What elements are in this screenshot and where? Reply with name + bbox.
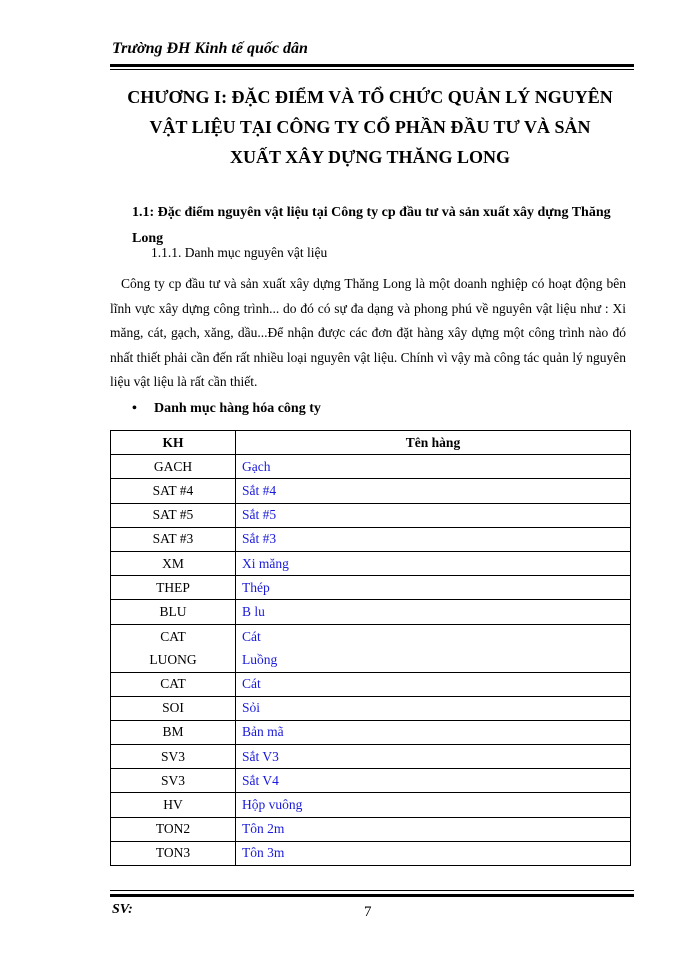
item-code: SV3 [111, 745, 236, 769]
item-code: BLU [111, 600, 236, 624]
header-school: Trường ĐH Kinh tế quốc dân [112, 40, 308, 57]
item-name: Sắt #5 [236, 503, 631, 527]
table-row [111, 503, 631, 527]
subsection-title: 1.1.1. Danh mục nguyên vật liệu [151, 245, 328, 260]
item-code [111, 624, 236, 672]
item-name: B lu [236, 600, 631, 624]
item-name: Sắt V3 [236, 745, 631, 769]
item-name: Bản mã [236, 720, 631, 744]
table-row [111, 841, 631, 865]
item-code: TON3 [111, 841, 236, 865]
item-name: Thép [236, 576, 631, 600]
item-name: Sỏi [236, 696, 631, 720]
table-row [111, 551, 631, 575]
item-code: BM [111, 720, 236, 744]
bullet-heading [132, 401, 321, 417]
chapter-title-line1: CHƯƠNG I: ĐẶC ĐIỂM VÀ TỔ CHỨC QUẢN LÝ NGUYÊN [127, 87, 613, 107]
item-code: SAT #5 [111, 503, 236, 527]
item-code-line1: CAT [160, 628, 186, 644]
header-rule-thick [110, 64, 634, 67]
table-row [111, 624, 631, 672]
table-header-row [111, 431, 631, 455]
table-row [111, 793, 631, 817]
chapter-title-line3: XUẤT XÂY DỰNG THĂNG LONG [229, 147, 511, 167]
item-code: SOI [111, 696, 236, 720]
chapter-title [100, 82, 640, 172]
table-row [111, 576, 631, 600]
footer-rule-thick [110, 894, 634, 897]
header-name: Tên hàng [236, 431, 631, 455]
section-title: 1.1: Đặc điểm nguyên vật liệu tại Công ty cp đầu tư và sản xuất xây dựng Thăng Long [132, 205, 611, 246]
item-code-line2: LUONG [149, 652, 197, 667]
body-paragraph: Công ty cp đầu tư và sản xuất xây dựng Thăng Long là một doanh nghiệp có hoạt động bên lĩnh vực xây dựng công trình... do đó có sự đa dạng và phong phú về nguyên vật liệu như : Xi măng, cát, gạch, xăng, dầu...Để nhận được các đơn đặt hàng xây dựng một công trình nào đó nhất thiết phải cần đến rất nhiều loại nguyên vật liệu. Chính vì vậy mà công tác quản lý nguyên liệu vật liệu là rất cần thiết. [110, 276, 626, 389]
item-code: CAT [111, 672, 236, 696]
table-row [111, 479, 631, 503]
table-row [111, 769, 631, 793]
footer-rule-thin [110, 890, 634, 891]
item-name: Hộp vuông [236, 793, 631, 817]
item-code: SAT #3 [111, 527, 236, 551]
item-code: THEP [111, 576, 236, 600]
table-row [111, 527, 631, 551]
chapter-title-line2: VẬT LIỆU TẠI CÔNG TY CỔ PHẦN ĐẦU TƯ VÀ SẢN [149, 117, 591, 137]
item-name: Tôn 2m [236, 817, 631, 841]
item-name: Cát [236, 672, 631, 696]
item-name-line2: Luồng [242, 652, 278, 667]
table-row [111, 672, 631, 696]
table-row [111, 817, 631, 841]
table-row [111, 745, 631, 769]
item-name: Sắt #3 [236, 527, 631, 551]
item-name: Tôn 3m [236, 841, 631, 865]
header-rule-thin [110, 69, 634, 70]
table-row [111, 720, 631, 744]
item-code: XM [111, 551, 236, 575]
item-name-line1: Cát [242, 628, 261, 644]
header-code: KH [111, 431, 236, 455]
table-row [111, 455, 631, 479]
item-code: SAT #4 [111, 479, 236, 503]
item-code: GACH [111, 455, 236, 479]
item-name: Xi măng [236, 551, 631, 575]
item-name: Gạch [236, 455, 631, 479]
bullet-dot-icon: • [132, 401, 137, 416]
table-row [111, 600, 631, 624]
item-code: HV [111, 793, 236, 817]
item-name: Sắt V4 [236, 769, 631, 793]
bullet-text: Danh mục hàng hóa công ty [154, 401, 321, 416]
item-name: Sắt #4 [236, 479, 631, 503]
item-code: TON2 [111, 817, 236, 841]
footer-student-label: SV: [112, 902, 133, 917]
page-number: 7 [364, 904, 372, 920]
item-name [236, 624, 631, 672]
table-row [111, 696, 631, 720]
item-code: SV3 [111, 769, 236, 793]
goods-table [110, 430, 631, 866]
